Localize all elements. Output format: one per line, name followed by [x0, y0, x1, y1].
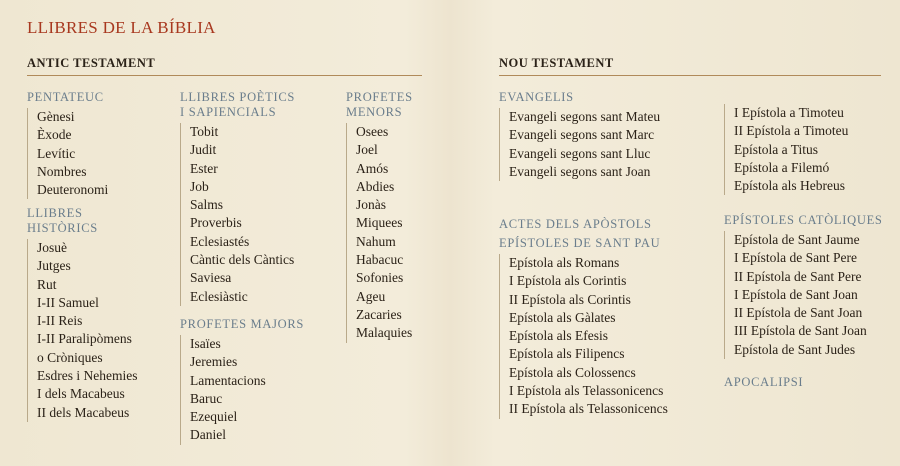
book-item: Evangeli segons sant Lluc — [509, 145, 651, 161]
book-item: III Epístola de Sant Joan — [734, 323, 867, 339]
book-item: I-II Samuel — [37, 294, 99, 310]
book-item: I Epístola de Sant Joan — [734, 286, 858, 302]
book-item: Epístola als Romans — [509, 255, 620, 270]
major-prophets-title: PROFETES MAJORS — [180, 317, 305, 331]
pentateuch-group — [27, 90, 108, 199]
poetic-title-line1: LLIBRES POÈTICS — [180, 90, 296, 104]
book-item: I Epístola als Telassonicencs — [509, 383, 664, 399]
catholic-title: EPÍSTOLES CATÒLIQUES — [724, 213, 883, 227]
book-item: Epístola als Colossencs — [509, 364, 636, 380]
book-item: Sofonies — [356, 270, 404, 286]
book-item: Abdies — [356, 178, 395, 194]
gospels-list — [499, 108, 660, 181]
pauline-group — [499, 236, 668, 419]
book-item: Evangeli segons sant Joan — [509, 163, 651, 179]
new-testament-heading: NOU TESTAMENT — [499, 56, 881, 76]
book-item: Proverbis — [190, 215, 242, 231]
book-item: Deuteronomi — [37, 182, 109, 198]
pentateuch-title: PENTATEUC — [27, 90, 104, 104]
major-prophets-list — [180, 335, 304, 445]
book-item: I Epístola a Timoteu — [734, 105, 844, 120]
book-item: Càntic dels Càntics — [190, 252, 295, 268]
poetic-title-line2: I SAPIENCIALS — [180, 105, 277, 119]
book-item: Miquees — [356, 215, 403, 231]
minor-prophets-group — [346, 90, 413, 343]
book-item: Salms — [190, 197, 224, 213]
book-item: II Epístola als Telassonicencs — [509, 401, 668, 417]
book-item: Epístola als Gàlates — [509, 309, 616, 325]
book-item: Daniel — [190, 427, 226, 443]
book-item: Evangeli segons sant Marc — [509, 127, 655, 143]
book-item: Judit — [190, 142, 217, 158]
book-item: Baruc — [190, 390, 223, 406]
page-title: LLIBRES DE LA BÍBLIA — [27, 18, 216, 37]
book-item: Jeremies — [190, 354, 238, 370]
book-item: Nahum — [356, 233, 396, 249]
catholic-list — [724, 231, 883, 359]
book-item: Osees — [356, 124, 389, 139]
minor-prophets-list — [346, 123, 413, 343]
book-item: Joel — [356, 142, 378, 158]
book-item: I dels Macabeus — [37, 386, 125, 402]
major-prophets-group — [180, 317, 304, 445]
book-item: Malaquies — [356, 325, 413, 341]
pauline-cont-list — [724, 104, 848, 195]
book-item: Ageu — [356, 288, 386, 304]
book-item: Eclesiàstic — [190, 288, 248, 304]
book-item: o Cròniques — [37, 349, 103, 365]
book-item: Evangeli segons sant Mateu — [509, 109, 661, 124]
book-item: Isaïes — [190, 336, 221, 351]
book-item: II Epístola als Corintis — [509, 291, 631, 307]
old-testament-heading: ANTIC TESTAMENT — [27, 56, 422, 76]
book-item: Nombres — [37, 163, 87, 179]
pauline-cont-group — [724, 104, 848, 195]
book-item: Rut — [37, 276, 57, 292]
book-item: Epístola de Sant Jaume — [734, 232, 860, 247]
historical-group — [27, 206, 137, 422]
book-item: Eclesiastés — [190, 233, 250, 249]
book-item: Ezequiel — [190, 409, 238, 425]
catholic-group — [724, 213, 883, 359]
book-item: I Epístola de Sant Pere — [734, 250, 857, 266]
minor-prophets-title-line1: PROFETES — [346, 90, 413, 104]
book-item: II dels Macabeus — [37, 404, 130, 420]
pauline-title: EPÍSTOLES DE SANT PAU — [499, 236, 661, 250]
book-item: Habacuc — [356, 252, 404, 268]
book-item: Saviesa — [190, 270, 232, 286]
book-item: Epístola a Titus — [734, 141, 819, 157]
poetic-list — [180, 123, 295, 306]
minor-prophets-title-line2: MENORS — [346, 105, 403, 119]
book-item: Lamentacions — [190, 372, 266, 388]
acts-title: ACTES DELS APÒSTOLS — [499, 217, 652, 231]
book-item: Zacaries — [356, 306, 402, 322]
book-item: I-II Reis — [37, 313, 83, 329]
book-item: II Epístola a Timoteu — [734, 123, 849, 139]
book-item: Ester — [190, 160, 218, 176]
book-item: II Epístola de Sant Pere — [734, 268, 862, 284]
book-item: Tobit — [190, 124, 219, 139]
gospels-title: EVANGELIS — [499, 90, 574, 104]
book-item: Jutges — [37, 258, 71, 274]
book-item: I-II Paralipòmens — [37, 331, 132, 347]
historical-list — [27, 239, 137, 422]
pauline-list — [499, 254, 668, 419]
book-item: Epístola als Hebreus — [734, 178, 845, 194]
historical-title-line2: HISTÒRICS — [27, 221, 98, 235]
revelation-title: APOCALIPSI — [724, 375, 804, 389]
book-item: Amós — [356, 160, 389, 176]
book-item: Gènesi — [37, 109, 75, 124]
book-item: Epístola als Filipencs — [509, 346, 625, 362]
book-item: II Epístola de Sant Joan — [734, 305, 863, 321]
book-item: Epístola als Efesis — [509, 328, 608, 344]
book-item: Èxode — [37, 127, 72, 143]
book-item: Jonàs — [356, 197, 386, 213]
book-item: Job — [190, 178, 209, 194]
book-item: Levític — [37, 145, 76, 161]
historical-title-line1: LLIBRES — [27, 206, 83, 220]
book-item: Esdres i Nehemies — [37, 368, 138, 384]
poetic-group — [180, 90, 295, 306]
book-item: Epístola de Sant Judes — [734, 341, 856, 357]
pentateuch-list — [27, 108, 108, 199]
gospels-group — [499, 90, 660, 181]
book-item: I Epístola als Corintis — [509, 273, 627, 289]
book-item: Epístola a Filemó — [734, 159, 830, 175]
book-item: Josuè — [37, 240, 67, 255]
